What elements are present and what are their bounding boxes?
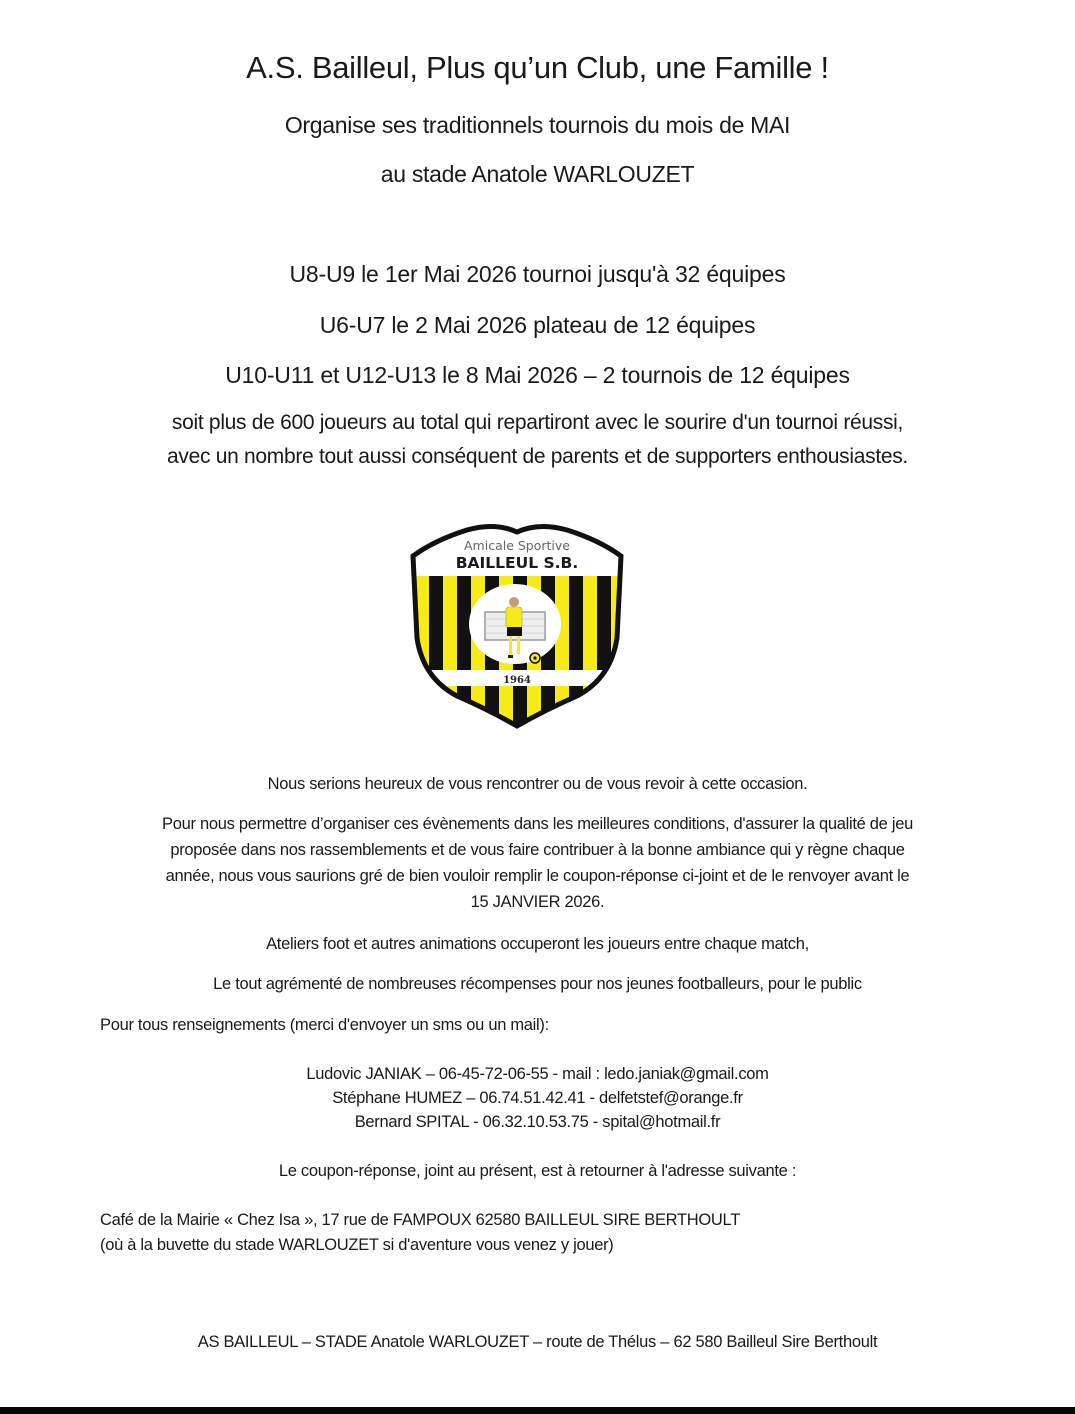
summary-line: soit plus de 600 joueurs au total qui repartiront avec le sourire d'un tournoi réussi,: [171, 411, 904, 434]
coupon-address-alt: (où à la buvette du stade WARLOUZET si d'aventure vous venez y jouer): [100, 1236, 614, 1254]
summary-line: avec un nombre tout aussi conséquent de parents et de supporters enthousiastes.: [167, 445, 908, 468]
contact-line: Ludovic JANIAK – 06-45-72-06-55 - mail : ledo.janiak@gmail.com: [306, 1065, 769, 1083]
deadline-text: 15 JANVIER 2026.: [470, 893, 605, 911]
contact-line: Stéphane HUMEZ – 06.74.51.42.41 - delfetstef@orange.fr: [332, 1089, 743, 1107]
page-title: A.S. Bailleul, Plus qu’un Club, une Famille !: [246, 50, 829, 85]
logo-year: 1964: [503, 675, 531, 686]
contact-line: Bernard SPITAL - 06.32.10.53.75 - spital@hotmail.fr: [354, 1113, 721, 1131]
footer-address: AS BAILLEUL – STADE Anatole WARLOUZET – route de Thélus – 62 580 Bailleul Sire Berthoult: [197, 1333, 878, 1351]
shield-stripe: [597, 576, 611, 732]
logo-club-name: BAILLEUL S.B.: [455, 554, 579, 572]
recompenses-text: Le tout agrémenté de nombreuses récompenses pour nos jeunes footballeurs, pour le public: [213, 975, 862, 993]
logo-top-text: Amicale Sportive: [464, 538, 570, 553]
request-line: Pour nous permettre d’organiser ces évènements dans les meilleures conditions, d'assurer la qualité de jeu: [162, 815, 913, 833]
welcome-text: Nous serions heureux de vous rencontrer ou de vous revoir à cette occasion.: [267, 775, 808, 793]
subtitle-stade: au stade Anatole WARLOUZET: [380, 161, 695, 187]
ball-icon: [530, 653, 540, 663]
club-logo: [405, 518, 629, 732]
bottom-border: [0, 1407, 1075, 1414]
info-intro: Pour tous renseignements (merci d'envoyer un sms ou un mail):: [100, 1016, 549, 1034]
shield-stripe: [457, 576, 471, 732]
subtitle-organise: Organise ses traditionnels tournois du mois de MAI: [284, 112, 791, 138]
coupon-intro: Le coupon-réponse, joint au présent, est à retourner à l'adresse suivante :: [278, 1162, 797, 1180]
shield-stripe: [429, 576, 443, 732]
schedule-line: U10-U11 et U12-U13 le 8 Mai 2026 – 2 tournois de 12 équipes: [225, 362, 850, 388]
coupon-address: Café de la Mairie « Chez Isa », 17 rue de FAMPOUX 62580 BAILLEUL SIRE BERTHOULT: [100, 1211, 740, 1229]
schedule-line: U8-U9 le 1er Mai 2026 tournoi jusqu'à 32 équipes: [289, 261, 786, 287]
ateliers-text: Ateliers foot et autres animations occuperont les joueurs entre chaque match,: [266, 935, 809, 953]
request-line: année, nous vous saurions gré de bien vouloir remplir le coupon-réponse ci-joint et de le renvoyer avant le: [165, 867, 910, 885]
shield-stripe: [569, 576, 583, 732]
schedule-line: U6-U7 le 2 Mai 2026 plateau de 12 équipes: [319, 312, 756, 338]
request-line: proposée dans nos rassemblements et de vous faire contribuer à la bonne ambiance qui y règne chaque: [170, 841, 905, 859]
